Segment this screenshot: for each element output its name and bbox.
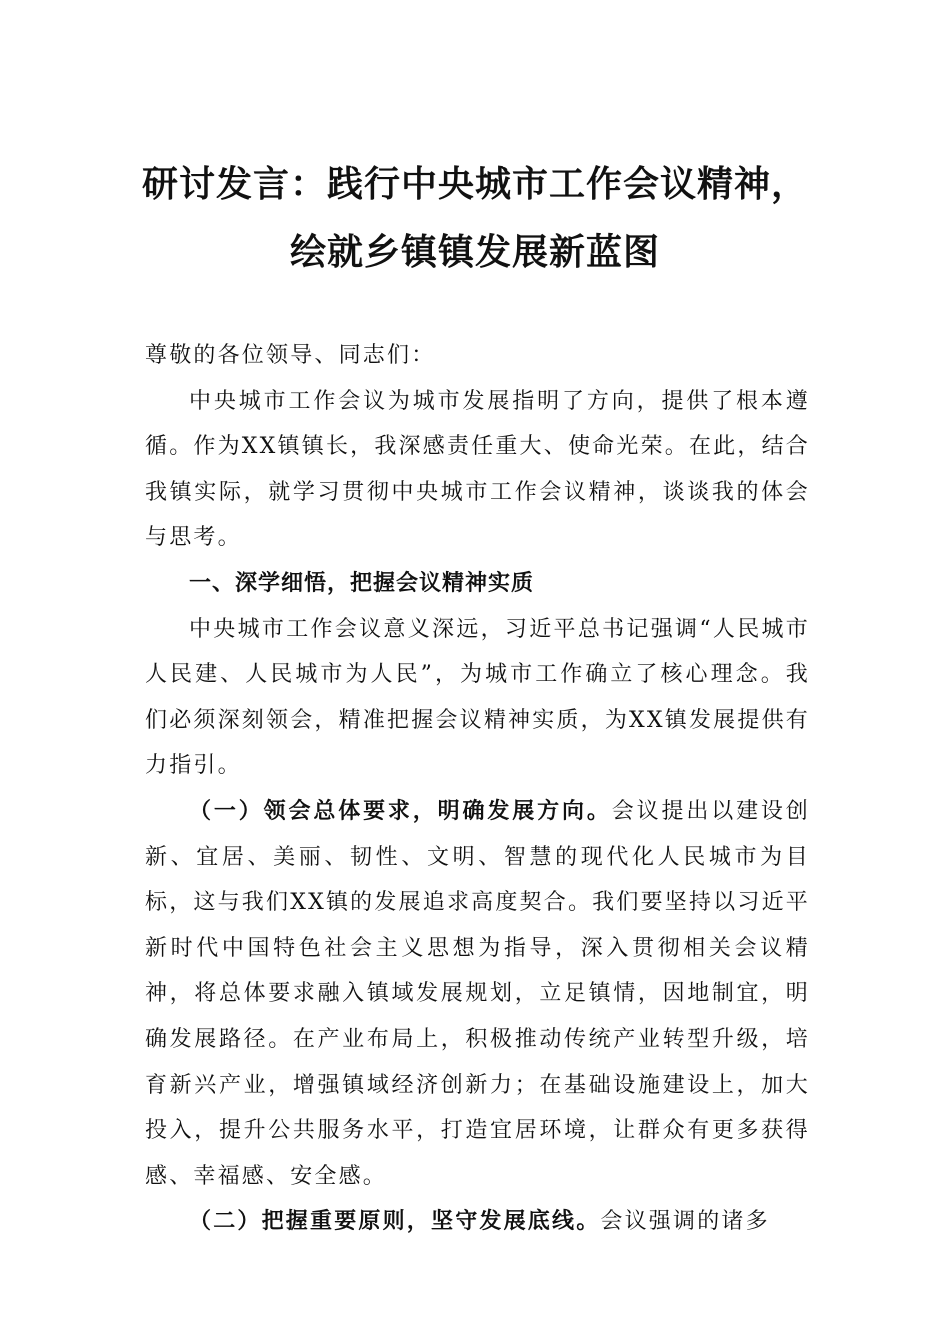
salutation: 尊敬的各位领导、同志们： — [145, 343, 436, 368]
subsection-1-text: 会议提出以建设创新、宜居、美丽、韧性、文明、智慧的现代化人民城市为目标，这与我们XX镇的发展追求高度契合。我们要坚持以习近平新时代中国特色社会主义思想为指导，深入贯彻相关会议精神，将总体要求融入镇域发展规划，立足镇情，因地制宜，明确发展路径。在产业布局上，积极推动传统产业转型升级，培育新兴产业，增强镇域经济创新力；在基础设施建设上，加大投入，提升公共服务水平，打造宜居环境，让群众有更多获得感、幸福感、安全感。 — [145, 798, 810, 1189]
subsection-2-paragraph — [145, 1199, 810, 1245]
subsection-1-lead: （一）领会总体要求，明确发展方向。 — [189, 797, 612, 824]
section-1-paragraph: 中央城市工作会议意义深远，习近平总书记强调“人民城市人民建、人民城市为人民”，为城市工作确立了核心理念。我们必须深刻领会，精准把握会议精神实质，为XX镇发展提供有力指引。 — [145, 616, 810, 779]
section-1-heading: 一、深学细悟，把握会议精神实质 — [189, 570, 535, 596]
document-body — [145, 333, 810, 1245]
intro-paragraph: 中央城市工作会议为城市发展指明了方向，提供了根本遵循。作为XX镇镇长，我深感责任重大、使命光荣。在此，结合我镇实际，就学习贯彻中央城市工作会议精神，谈谈我的体会与思考。 — [145, 388, 810, 551]
document-title-line-2: 绘就乡镇镇发展新蓝图 — [289, 232, 660, 273]
subsection-2-lead: （二）把握重要原则，坚守发展底线。 — [189, 1208, 601, 1235]
document-title-line-1: 研讨发言：践行中央城市工作会议精神， — [141, 164, 808, 205]
subsection-1-paragraph — [145, 789, 810, 1199]
subsection-2-text: 会议强调的诸多 — [600, 1209, 770, 1235]
